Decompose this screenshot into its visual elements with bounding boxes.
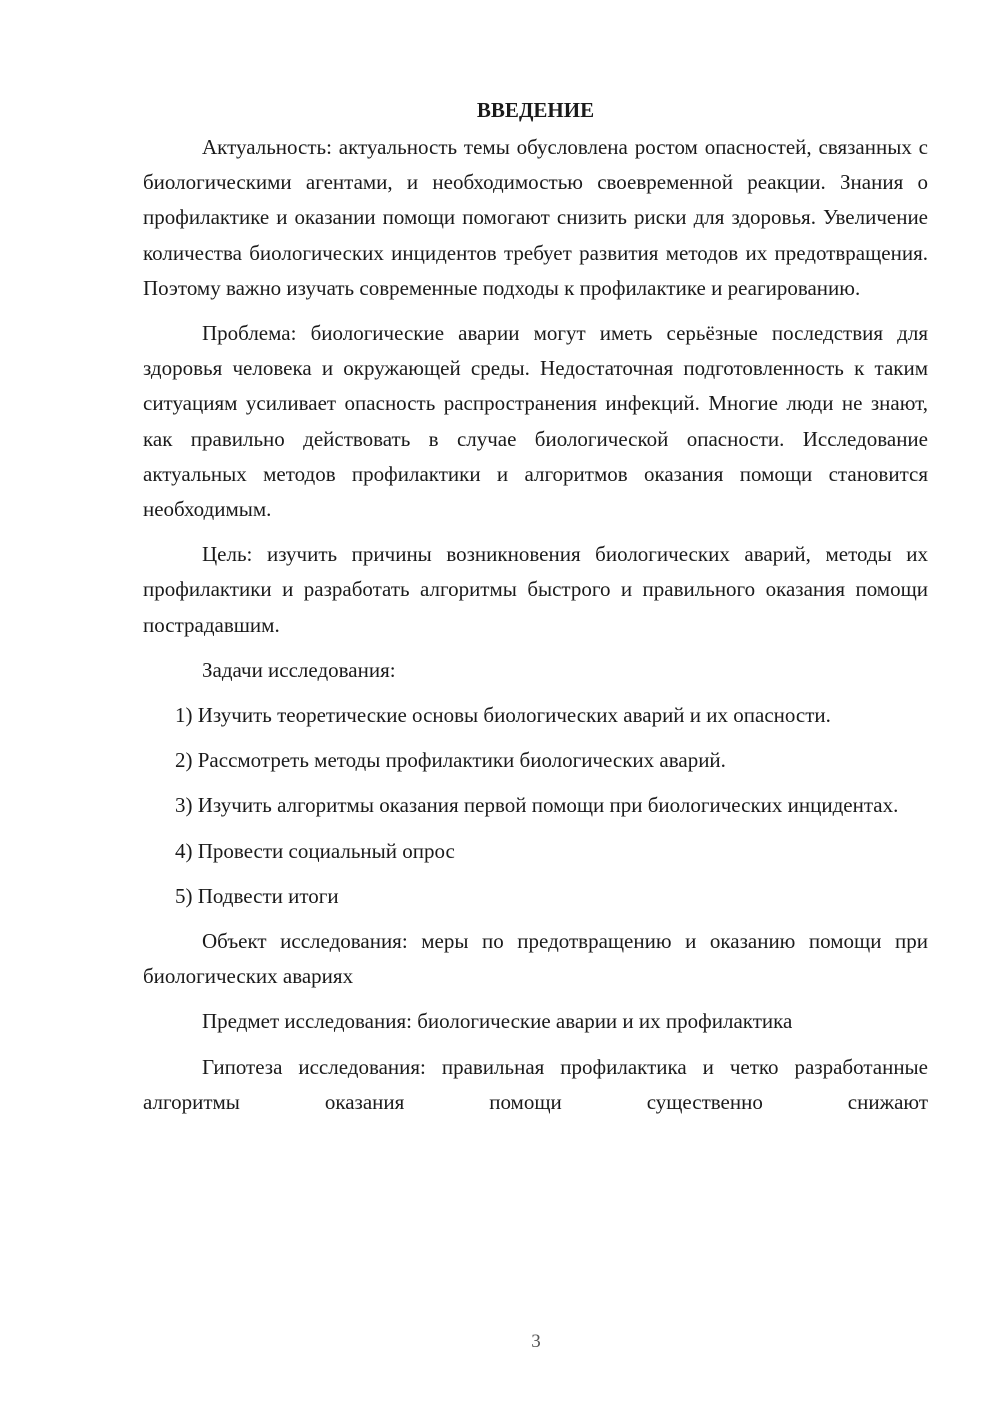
task-item-5: 5) Подвести итоги bbox=[175, 883, 339, 908]
task-item-1: 1) Изучить теоретические основы биологических аварий и их опасности. bbox=[175, 703, 831, 728]
paragraph-problem: Проблема: биологические аварии могут иметь серьёзные последствия для здоровья человека и окружающей среды. Недостаточная подготовленность к таким ситуациям усиливает опасность распространения инфекций. Многие люди не знают, как правильно действовать в случае биологической опасности. Исследование актуальных методов профилактики и алгоритмов оказания помощи становится необходимым. bbox=[143, 321, 928, 522]
paragraph-object: Объект исследования: меры по предотвращению и оказанию помощи при биологических авариях bbox=[143, 929, 928, 989]
task-item-4: 4) Провести социальный опрос bbox=[175, 838, 455, 863]
task-item-3: 3) Изучить алгоритмы оказания первой помощи при биологических инцидентах. bbox=[175, 793, 899, 818]
paragraph-subject: Предмет исследования: биологические аварии и их профилактика bbox=[202, 1009, 793, 1034]
paragraph-hypothesis: Гипотеза исследования: правильная профилактика и четко разработанные алгоритмы оказания помощи существенно снижают bbox=[143, 1054, 928, 1114]
page-title: ВВЕДЕНИЕ bbox=[476, 98, 595, 122]
paragraph-relevance: Актуальность: актуальность темы обусловлена ростом опасностей, связанных с биологическими агентами, и необходимостью своевременной реакции. Знания о профилактике и оказании помощи помогают снизить риски для здоровья. Увеличение количества биологических инцидентов требует развития методов их предотвращения. Поэтому важно изучать современные подходы к профилактике и реагированию. bbox=[143, 135, 928, 300]
task-item-2: 2) Рассмотреть методы профилактики биологических аварий. bbox=[175, 748, 726, 773]
tasks-heading: Задачи исследования: bbox=[202, 657, 396, 682]
document-page bbox=[143, 93, 928, 1120]
paragraph-goal: Цель: изучить причины возникновения биологических аварий, методы их профилактики и разработать алгоритмы быстрого и правильного оказания помощи пострадавшим. bbox=[143, 542, 928, 637]
page-number: 3 bbox=[531, 1331, 541, 1352]
